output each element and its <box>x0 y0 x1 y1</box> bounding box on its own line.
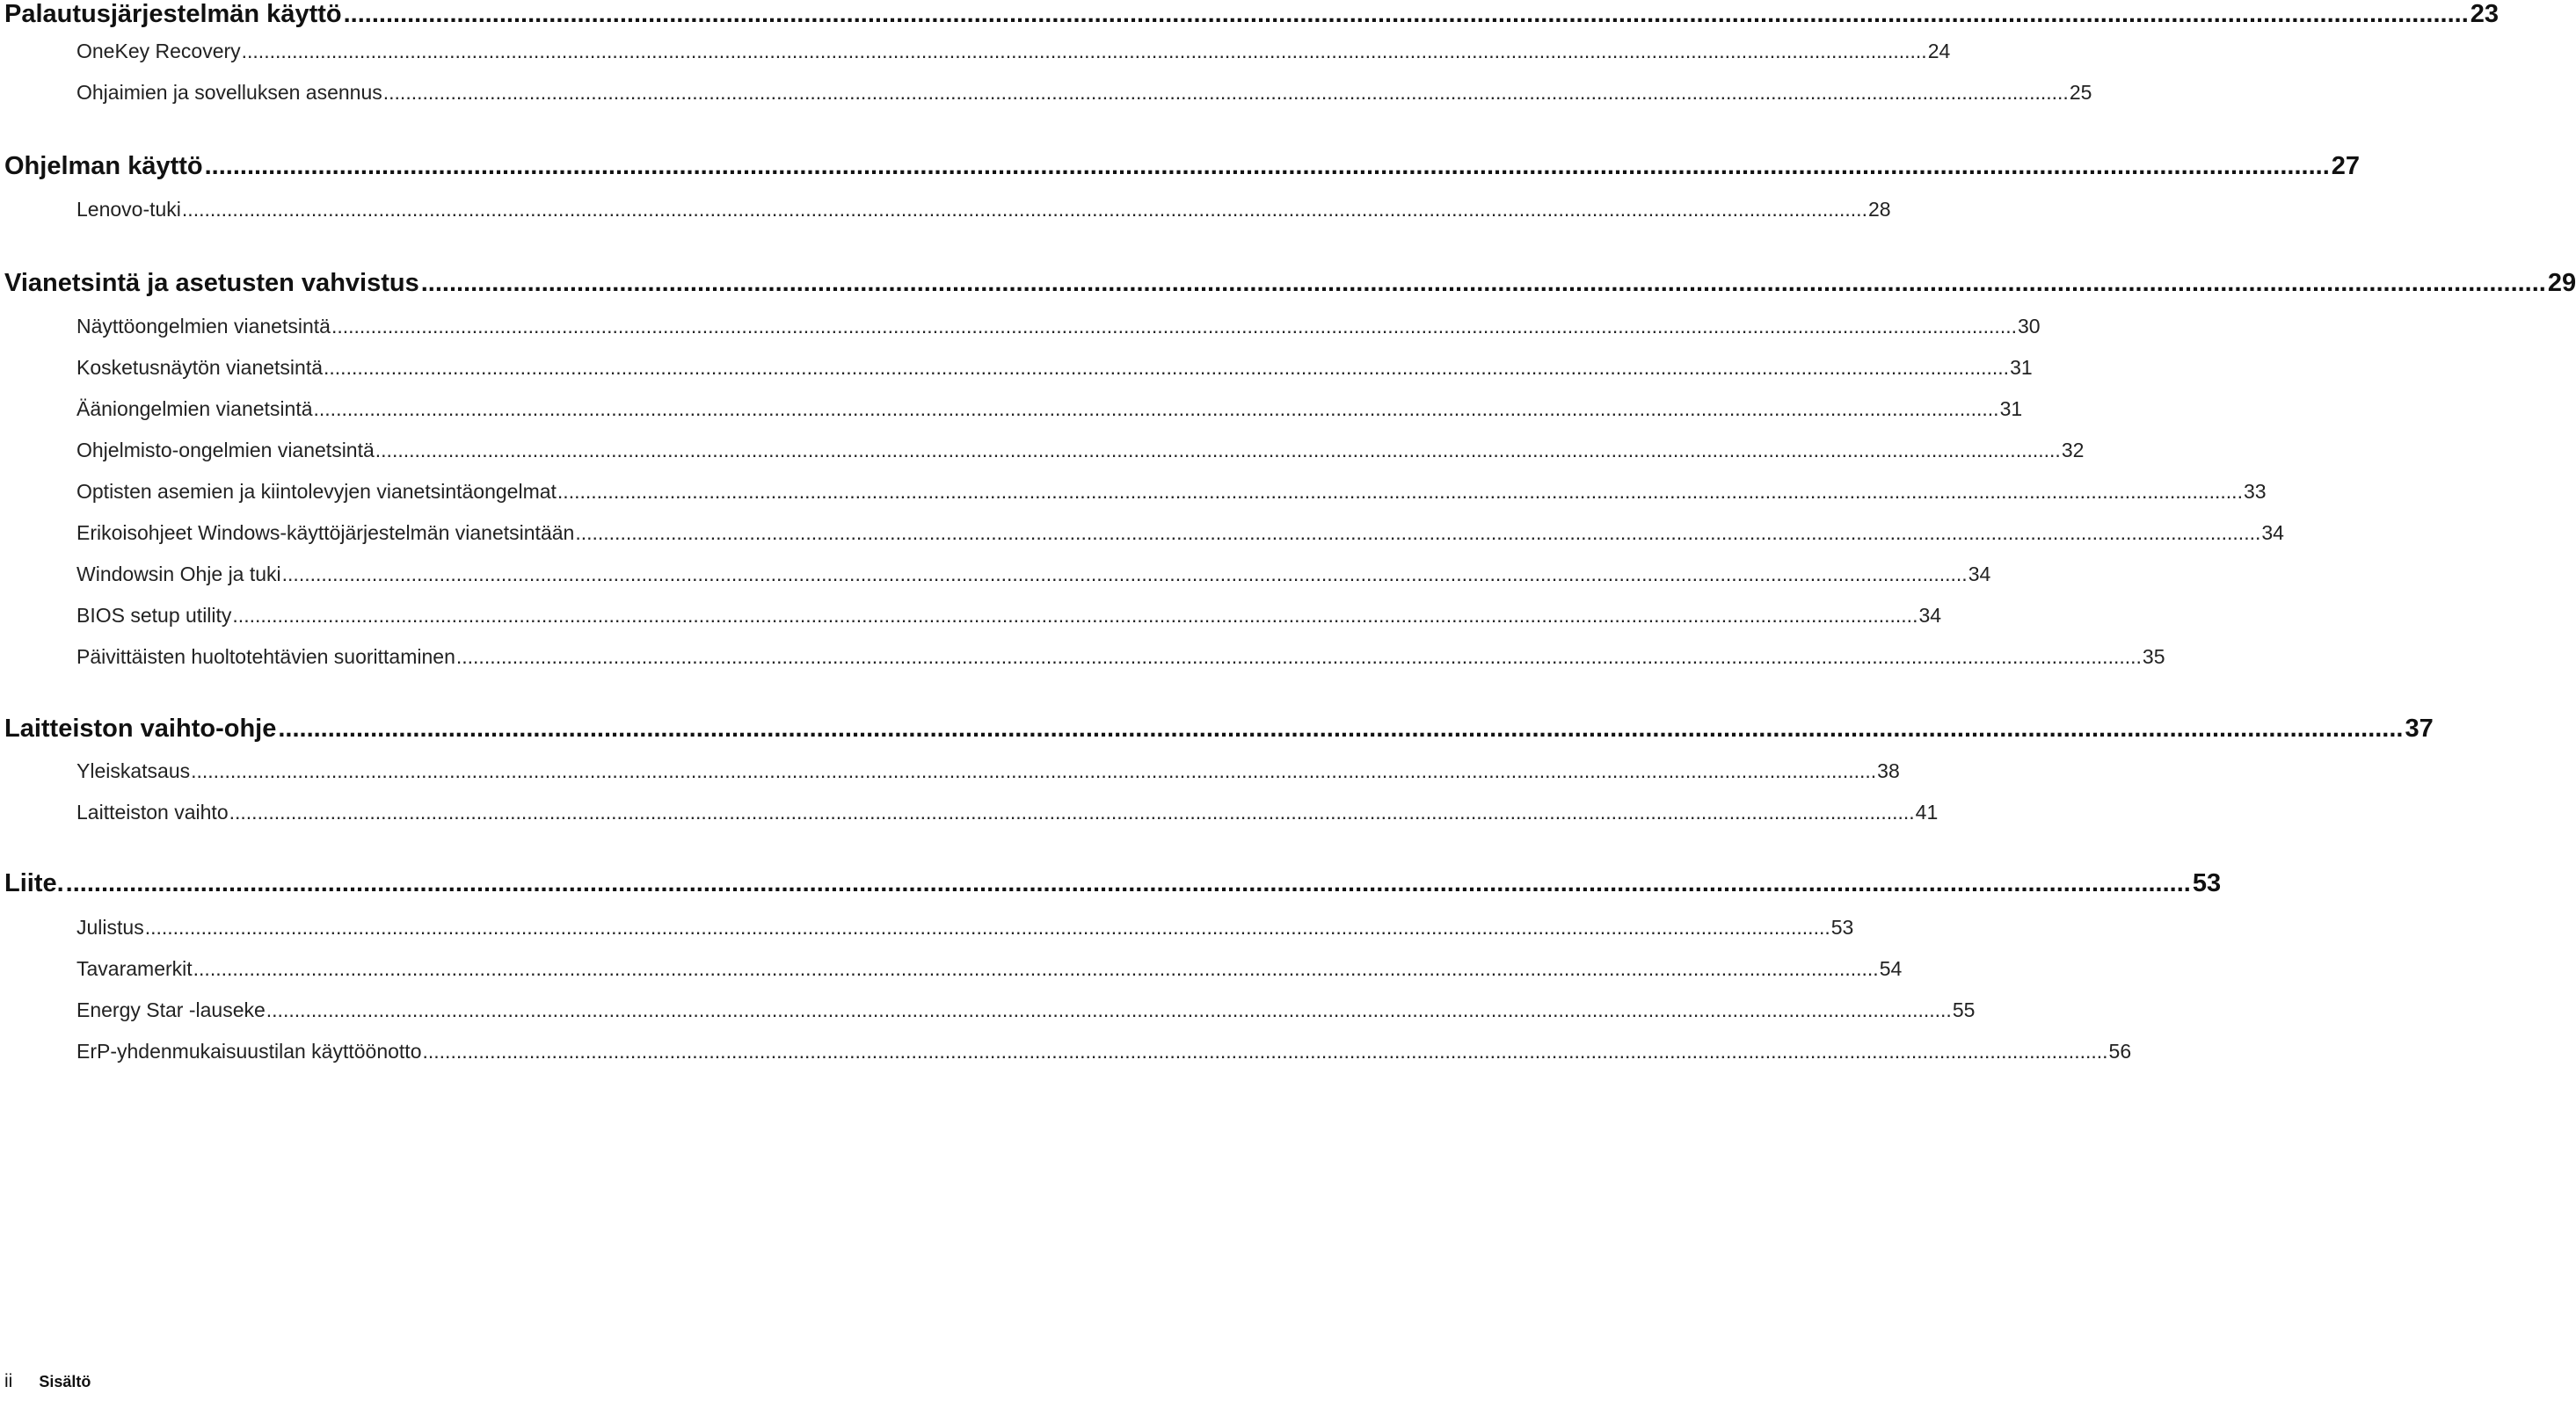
toc-entry-title: BIOS setup utility <box>76 604 232 627</box>
toc-entry-title: Tavaramerkit <box>76 957 193 980</box>
toc-chapter-page: 53 <box>2192 869 2222 897</box>
toc-entry-title: Ohjaimien ja sovelluksen asennus <box>76 81 382 104</box>
toc-entry-page: 25 <box>2069 81 2092 104</box>
toc-entry-title: Energy Star -lauseke <box>76 998 266 1021</box>
dot-leader: ............................................................................................................................................................................................................................................................................................................ <box>313 397 1999 420</box>
toc-chapter-page: 37 <box>2405 715 2434 743</box>
toc-entry-page: 34 <box>1968 563 1991 585</box>
toc-chapter-title: Ohjelman käyttö <box>4 152 203 180</box>
toc-chapter-page: 29 <box>2547 269 2576 297</box>
toc-entry[interactable] <box>76 40 1951 63</box>
toc-entry-page: 54 <box>1879 957 1903 980</box>
toc-chapter[interactable] <box>4 269 2576 298</box>
toc-chapter[interactable] <box>4 152 2361 181</box>
toc-entry[interactable] <box>76 1040 2132 1063</box>
dot-leader: ............................................................................................................................................................................................................................................................................................................ <box>181 198 1867 221</box>
toc-chapter-page: 27 <box>2331 152 2361 180</box>
toc-chapter-title: Laitteiston vaihto-ohje <box>4 715 277 743</box>
toc-entry-title: ErP-yhdenmukaisuustilan käyttöönotto <box>76 1040 422 1063</box>
toc-entry[interactable] <box>76 480 2267 504</box>
toc-entry-title: OneKey Recovery <box>76 40 241 62</box>
toc-chapter-page: 23 <box>2470 0 2500 28</box>
toc-entry-page: 55 <box>1952 998 1976 1021</box>
toc-entry-page: 31 <box>1999 397 2023 420</box>
toc-entry[interactable] <box>76 198 1891 221</box>
dot-leader: ............................................................................................................................................................................................................................................................................................................ <box>455 645 2142 668</box>
toc-entry-page: 31 <box>2010 356 2033 379</box>
toc-entry-title: Optisten asemien ja kiintolevyjen vianetsintäongelmat <box>76 480 557 503</box>
page-footer <box>4 1371 91 1392</box>
toc-entry-page: 56 <box>2108 1040 2132 1063</box>
dot-leader: ............................................................................................................................................................................................................................................................................................................ <box>420 269 2546 297</box>
page-number: ii <box>4 1371 13 1391</box>
toc-entry-page: 34 <box>1918 604 1942 627</box>
toc-entry-title: Laitteiston vaihto <box>76 801 229 824</box>
dot-leader: ............................................................................................................................................................................................................................................................................................................ <box>241 40 1927 62</box>
toc-entry-title: Windowsin Ohje ja tuki <box>76 563 281 585</box>
toc-entry-page: 38 <box>1877 759 1900 782</box>
toc-entry[interactable] <box>76 604 1942 628</box>
toc-entry-title: Erikoisohjeet Windows-käyttöjärjestelmän vianetsintään <box>76 521 575 544</box>
toc-entry[interactable] <box>76 521 2284 545</box>
toc-entry-page: 28 <box>1867 198 1891 221</box>
toc-entry-page: 33 <box>2243 480 2267 503</box>
toc-entry[interactable] <box>76 356 2033 380</box>
dot-leader: ............................................................................................................................................................................................................................................................................................................ <box>324 356 2010 379</box>
dot-leader: ............................................................................................................................................................................................................................................................................................................ <box>191 759 1877 782</box>
dot-leader: ............................................................................................................................................................................................................................................................................................................ <box>557 480 2243 503</box>
toc-entry[interactable] <box>76 81 2092 105</box>
dot-leader: ............................................................................................................................................................................................................................................................................................................ <box>193 957 1879 980</box>
toc-chapter-title: Palautusjärjestelmän käyttö <box>4 0 342 28</box>
toc-entry[interactable] <box>76 801 1939 824</box>
toc-entry[interactable] <box>76 439 2085 462</box>
toc-entry-title: Näyttöongelmien vianetsintä <box>76 315 331 338</box>
toc-entry[interactable] <box>76 957 1903 981</box>
dot-leader: ............................................................................................................................................................................................................................................................................................................ <box>382 81 2069 104</box>
dot-leader: ............................................................................................................................................................................................................................................................................................................ <box>229 801 1915 824</box>
dot-leader: ............................................................................................................................................................................................................................................................................................................ <box>422 1040 2108 1063</box>
toc-chapter-title: Liite. <box>4 869 64 897</box>
toc-entry-title: Ohjelmisto-ongelmien vianetsintä <box>76 439 375 461</box>
toc-entry-title: Yleiskatsaus <box>76 759 191 782</box>
dot-leader: ............................................................................................................................................................................................................................................................................................................ <box>266 998 1952 1021</box>
toc-entry-page: 35 <box>2142 645 2165 668</box>
dot-leader: ............................................................................................................................................................................................................................................................................................................ <box>204 152 2330 180</box>
dot-leader: ............................................................................................................................................................................................................................................................................................................ <box>331 315 2017 338</box>
toc-entry-page: 41 <box>1915 801 1939 824</box>
toc-entry-title: Julistus <box>76 916 144 939</box>
toc-entry-page: 32 <box>2061 439 2085 461</box>
toc-chapter[interactable] <box>4 715 2434 744</box>
toc-chapter-title: Vianetsintä ja asetusten vahvistus <box>4 269 419 297</box>
dot-leader: ............................................................................................................................................................................................................................................................................................................ <box>375 439 2061 461</box>
toc-entry[interactable] <box>76 645 2165 669</box>
toc-entry-title: Kosketusnäytön vianetsintä <box>76 356 324 379</box>
dot-leader: ............................................................................................................................................................................................................................................................................................................ <box>343 0 2469 28</box>
toc-entry-title: Päivittäisten huoltotehtävien suorittaminen <box>76 645 455 668</box>
toc-chapter[interactable] <box>4 869 2222 898</box>
section-name: Sisältö <box>39 1373 91 1390</box>
toc-entry-page: 53 <box>1830 916 1854 939</box>
toc-entry-page: 34 <box>2261 521 2284 544</box>
dot-leader: ............................................................................................................................................................................................................................................................................................................ <box>575 521 2261 544</box>
toc-chapter[interactable] <box>4 0 2500 29</box>
toc-entry-title: Lenovo-tuki <box>76 198 181 221</box>
toc-entry-page: 24 <box>1927 40 1951 62</box>
dot-leader: ............................................................................................................................................................................................................................................................................................................ <box>144 916 1830 939</box>
dot-leader: ............................................................................................................................................................................................................................................................................................................ <box>281 563 1968 585</box>
toc-entry-page: 30 <box>2018 315 2041 338</box>
toc-entry[interactable] <box>76 759 1900 783</box>
toc-entry[interactable] <box>76 916 1854 940</box>
toc-entry[interactable] <box>76 998 1976 1022</box>
toc-entry[interactable] <box>76 397 2023 421</box>
toc-entry[interactable] <box>76 315 2041 338</box>
toc-entry-title: Ääniongelmien vianetsintä <box>76 397 313 420</box>
toc-entry[interactable] <box>76 563 1991 586</box>
dot-leader: ............................................................................................................................................................................................................................................................................................................ <box>278 715 2404 743</box>
dot-leader: ............................................................................................................................................................................................................................................................................................................ <box>232 604 1918 627</box>
dot-leader: ............................................................................................................................................................................................................................................................................................................ <box>65 869 2191 897</box>
